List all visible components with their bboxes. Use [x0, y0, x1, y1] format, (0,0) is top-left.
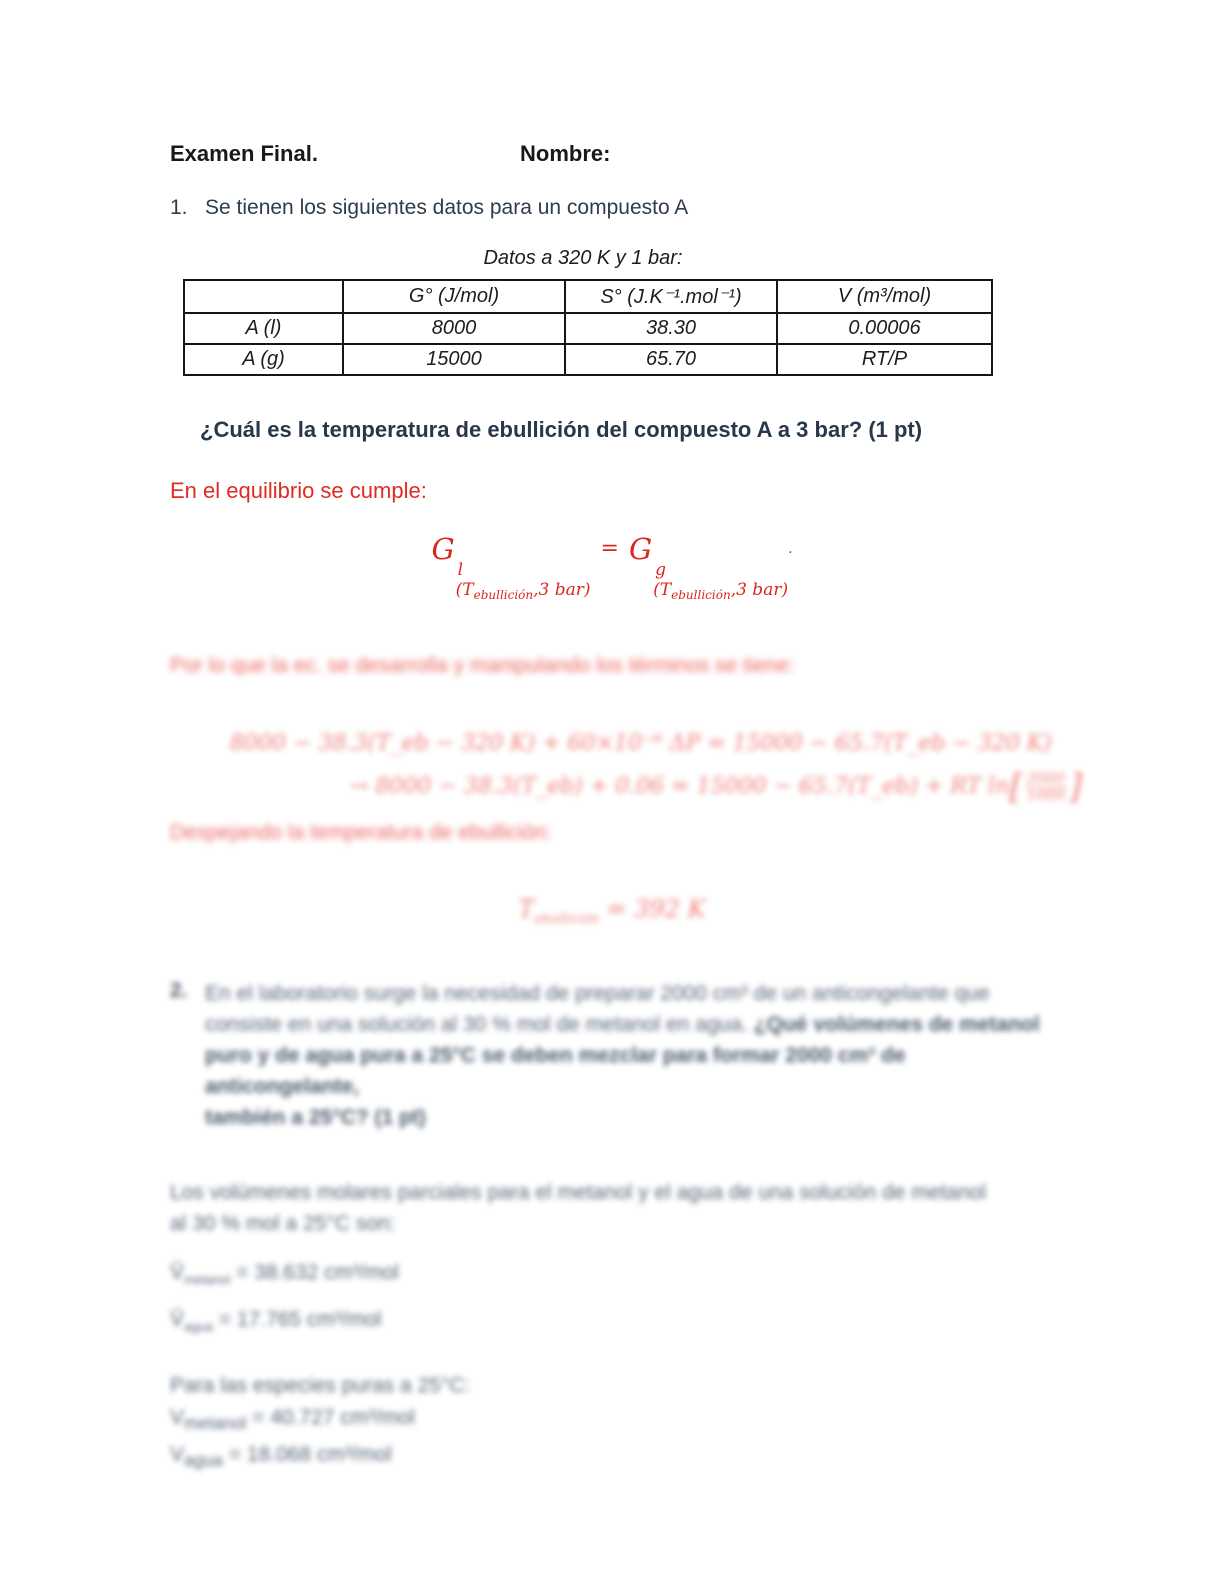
table-cell: 8000 [343, 313, 565, 344]
obscured-despejando-note: Despejando la temperatura de ebullición: [170, 820, 552, 844]
column-header-v: V (m³/mol) [777, 280, 992, 313]
problem-2-statement [170, 978, 1054, 1133]
table-cell: 65.70 [565, 344, 777, 375]
equation-rhs: G g ($T_{ebullición},3$ bar) [628, 532, 789, 602]
table-cell: A (l) [184, 313, 343, 344]
equation-trailing-dot: . [788, 541, 793, 557]
obscured-pure-intro: Para las especies puras a 25°C: [170, 1373, 471, 1397]
obscured-pure-species-values [170, 1370, 1054, 1476]
obscured-result-temperature: $T_{ebullición} = 392$ K [518, 894, 706, 927]
table-cell: A (g) [184, 344, 343, 375]
table-header-row [184, 280, 992, 313]
column-header-s: S° (J.K⁻¹.mol⁻¹) [565, 280, 777, 313]
obscured-v-metanol: $V_{metanol} = 40.727$ cm³/mol [170, 1405, 415, 1433]
obscured-vbar-agua: $V̄_{agua} = 17.765$ cm³/mol [170, 1308, 382, 1335]
obscured-solution-note: Por lo que la ec. se desarrolla y manipulando los términos se tiene: [170, 654, 795, 677]
obscured-vbar-metanol: $V̄_{metanol} = 38.632$ cm³/mol [170, 1261, 399, 1288]
question-1-text: ¿Cuál es la temperatura de ebullición del compuesto A a 3 bar? (1 pt) [200, 417, 923, 442]
left-bracket: [ [1009, 767, 1023, 808]
problem-1-intro-text: Se tienen los siguientes datos para un compuesto A [205, 196, 689, 219]
table-cell: 0.00006 [777, 313, 992, 344]
table-cell: 38.30 [565, 313, 777, 344]
thermo-data-table [183, 279, 993, 376]
obscured-equation-line-2: → 8000 − 38.3(T_eb) + 0.06 = 15000 − 65.7(T_eb) + RT ln [ 3000 1000 ] [350, 767, 1083, 808]
document-header [170, 141, 1054, 167]
obscured-partial-volume-values [170, 1253, 1054, 1347]
problem-2-number: 2. [170, 979, 188, 1003]
table-caption: Datos a 320 K y 1 bar: [483, 247, 683, 269]
problem-1-intro [170, 195, 1054, 221]
page-title: Examen Final. [170, 141, 318, 166]
name-label: Nombre: [520, 141, 611, 166]
column-header-g: G° (J/mol) [343, 280, 565, 313]
obscured-partial-volume-intro: Los volúmenes molares parciales para el metanol y el agua de una solución de metanol al 30 % mol a 25°C son: [170, 1181, 986, 1236]
equals-sign: = [600, 536, 619, 561]
problem-1-number: 1. [170, 196, 188, 219]
table-row-liquid [184, 313, 992, 344]
obscured-fraction: 3000 1000 [1026, 769, 1065, 804]
obscured-equation-line-1: 8000 − 38.3(T_eb − 320 K) + 60×10⁻⁶ ΔP = 15000 − 65.7(T_eb − 320 K) [230, 731, 1052, 756]
problem-2-statement-text: En el laboratorio surge la necesidad de preparar 2000 cm³ de un anticongelante que consiste en una solución al 30 % mol de metanol en agua. ¿Qué volúmenes de metanol puro y de agua pura a 25°C se deben mezclar para formar 2000 cm³ de anticongelante, también a 25°C? (1 pt) [205, 982, 1040, 1130]
table-row-gas [184, 344, 992, 375]
equilibrium-note: En el equilibrio se cumple: [170, 478, 427, 503]
equation-lhs: G l ($T_{ebullición},3$ bar) [431, 532, 591, 602]
right-bracket: ] [1068, 767, 1083, 808]
gibbs-equality-equation [170, 532, 1054, 601]
table-cell: 15000 [343, 344, 565, 375]
table-cell: RT/P [777, 344, 992, 375]
obscured-v-agua: $V_{agua} = 18.068$ cm³/mol [170, 1442, 392, 1471]
column-header-blank [184, 280, 343, 313]
